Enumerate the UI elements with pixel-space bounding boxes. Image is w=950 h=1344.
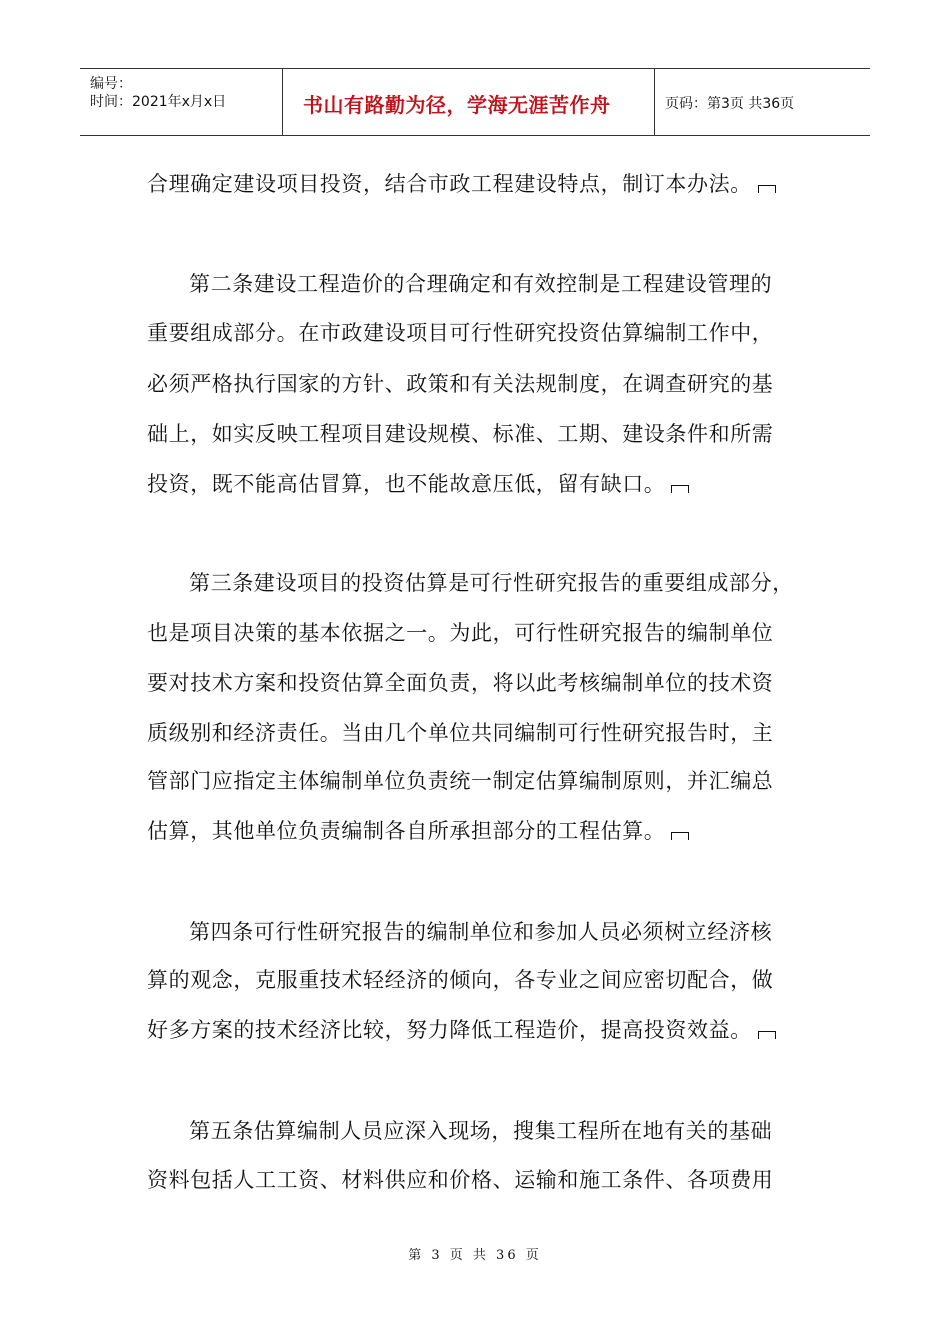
paragraph-line: 资料包括人工工资、材料供应和价格、运输和施工条件、各项费用 — [147, 1168, 774, 1192]
header-info-cell — [80, 69, 283, 135]
paragraph-mark-icon — [758, 1031, 776, 1039]
header-motto-cell — [283, 69, 655, 135]
document-date-label: 时间：2021年x月x日 — [90, 94, 227, 110]
paragraph-line: 投资，既不能高估冒算，也不能故意压低，留有缺口。 — [147, 470, 689, 498]
paragraph-line: 第四条可行性研究报告的编制单位和参加人员必须树立经济核 — [189, 920, 773, 944]
header-motto: 书山有路勤为径，学海无涯苦作舟 — [303, 93, 611, 117]
paragraph-line: 要对技术方案和投资估算全面负责，将以此考核编制单位的技术资 — [147, 671, 774, 695]
header-page-number: 页码：第3页 共36页 — [665, 96, 795, 112]
paragraph-mark-icon — [671, 832, 689, 840]
paragraph-line: 合理确定建设项目投资，结合市政工程建设特点，制订本办法。 — [147, 170, 776, 198]
paragraph-line: 质级别和经济责任。当由几个单位共同编制可行性研究报告时，主 — [147, 721, 774, 745]
page-footer: 第 3 页 共 36 页 — [408, 1248, 542, 1263]
paragraph-line: 算的观念，克服重技术轻经济的倾向，各专业之间应密切配合，做 — [147, 968, 774, 992]
paragraph-line: 础上，如实反映工程项目建设规模、标准、工期、建设条件和所需 — [147, 422, 774, 446]
paragraph-line: 第三条建设项目的投资估算是可行性研究报告的重要组成部分， — [189, 571, 794, 595]
document-header — [80, 68, 870, 136]
paragraph-mark-icon — [758, 185, 776, 193]
paragraph-mark-icon — [671, 485, 689, 493]
paragraph-line: 管部门应指定主体编制单位负责统一制定估算编制原则，并汇编总 — [147, 769, 774, 793]
paragraph-line: 必须严格执行国家的方针、政策和有关法规制度，在调查研究的基 — [147, 372, 774, 396]
paragraph-line: 估算，其他单位负责编制各自所承担部分的工程估算。 — [147, 817, 689, 845]
header-page-cell — [655, 69, 870, 135]
paragraph-line: 好多方案的技术经济比较，努力降低工程造价，提高投资效益。 — [147, 1016, 776, 1044]
document-number-label: 编号： — [90, 76, 132, 92]
paragraph-line: 也是项目决策的基本依据之一。为此，可行性研究报告的编制单位 — [147, 621, 774, 645]
paragraph-line: 第五条估算编制人员应深入现场，搜集工程所在地有关的基础 — [189, 1119, 773, 1143]
paragraph-line: 重要组成部分。在市政建设项目可行性研究投资估算编制工作中， — [147, 321, 774, 345]
paragraph-line: 第二条建设工程造价的合理确定和有效控制是工程建设管理的 — [189, 272, 773, 296]
